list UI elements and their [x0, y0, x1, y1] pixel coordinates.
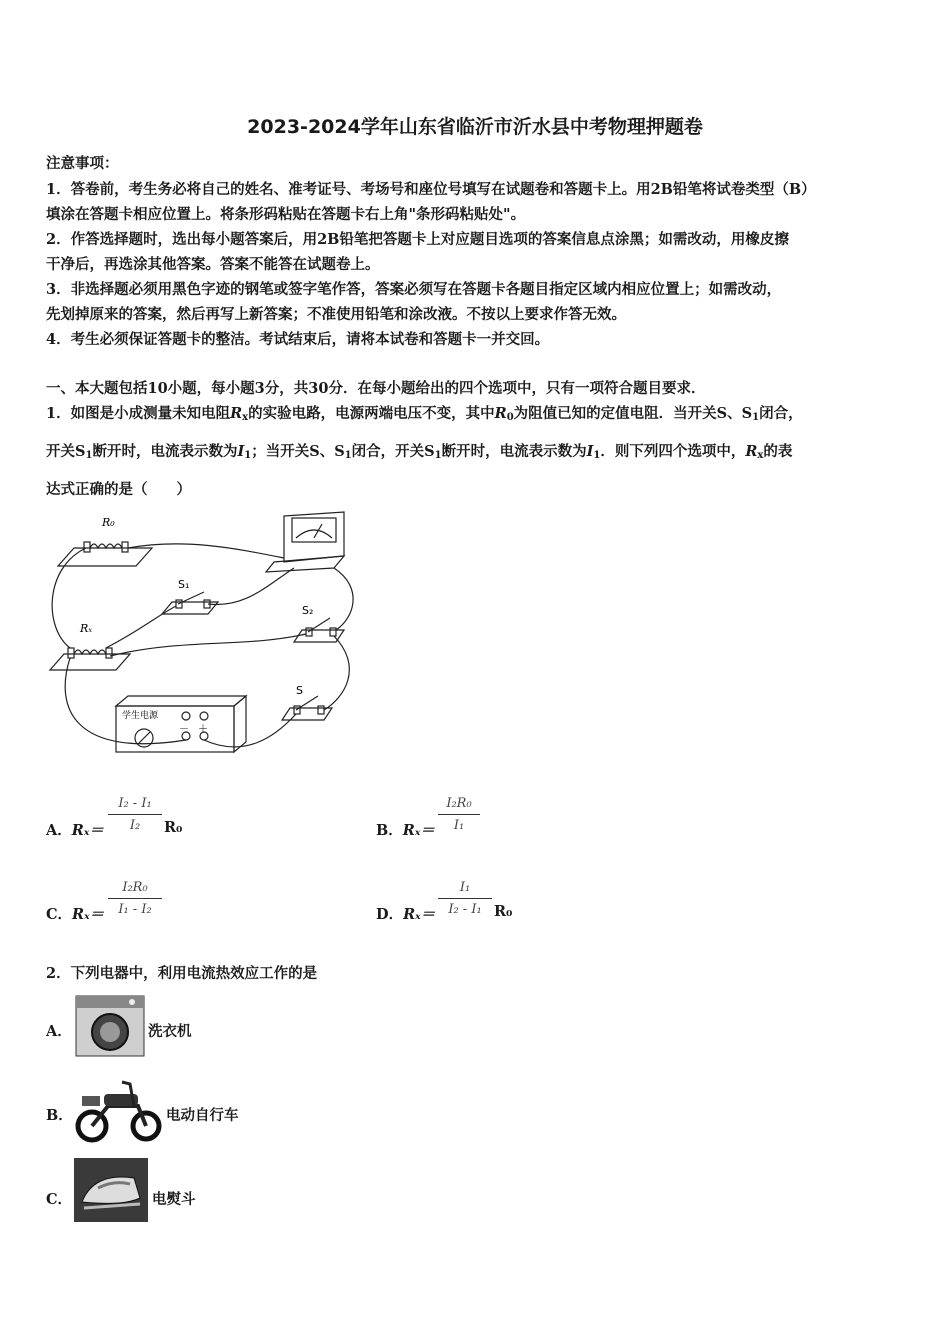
q2-stem: 2．下列电器中，利用电流热效应工作的是	[46, 965, 318, 982]
notice-line: 1．答卷前，考生务必将自己的姓名、准考证号、考场号和座位号填写在试题卷和答题卡上。用2B铅笔将试卷类型（B）	[46, 181, 816, 198]
s1-label: S₁	[178, 578, 190, 591]
s2-label: S₂	[302, 604, 314, 617]
rx-board	[50, 654, 130, 670]
r0-label: R₀	[102, 516, 115, 529]
q1-option-c-fraction: I₂R₀ I₁ - I₂	[108, 880, 162, 917]
q1-option-a-tail: R₀	[164, 819, 183, 836]
power-supply-label: 学生电源	[122, 711, 159, 721]
minus-terminal-label: －	[179, 724, 189, 735]
s-label: S	[296, 684, 303, 697]
q1-option-c[interactable]: C．Rₓ＝	[46, 906, 105, 923]
q1-option-d-fraction: I₁ I₂ - I₁	[438, 880, 492, 917]
q2-option-c-text: 电熨斗	[152, 1191, 196, 1208]
q2-option-a-text: 洗衣机	[148, 1023, 192, 1040]
notice-line: 2．作答选择题时，选出每小题答案后，用2B铅笔把答题卡上对应题目选项的答案信息点涂黑；如需改动，用橡皮擦	[46, 231, 789, 248]
rx-label: Rₓ	[80, 622, 93, 635]
electric-bicycle-image	[74, 1076, 164, 1144]
notice-line: 填涂在答题卡相应位置上。将条形码粘贴在答题卡右上角"条形码粘贴处"。	[46, 206, 526, 223]
notice-line: 4．考生必须保证答题卡的整洁。考试结束后，请将本试卷和答题卡一并交回。	[46, 331, 550, 348]
q1-option-a[interactable]: A．Rₓ＝	[46, 822, 104, 839]
q1-option-b[interactable]: B．Rₓ＝	[376, 822, 435, 839]
notice-line: 3．非选择题必须用黑色字迹的钢笔或签字笔作答，答案必须写在答题卡各题目指定区域内相应位置上；如需改动，	[46, 281, 782, 298]
plus-terminal-label: ＋	[198, 724, 208, 735]
washing-machine-image	[74, 994, 146, 1058]
q1-option-b-fraction: I₂R₀ I₁	[438, 796, 480, 833]
notice-line: 干净后，再选涂其他答案。答案不能答在试题卷上。	[46, 256, 380, 273]
section-heading: 一、本大题包括10小题，每小题3分，共30分．在每小题给出的四个选项中，只有一项符合题目要求．	[46, 380, 706, 397]
q2-option-a[interactable]: A．	[46, 1023, 72, 1040]
q2-option-c[interactable]: C．	[46, 1191, 73, 1208]
q1-option-d-tail: R₀	[494, 903, 513, 920]
electric-iron-image	[74, 1158, 148, 1222]
circuit-diagram	[44, 508, 364, 770]
q1-stem-line1: 1．如图是小成测量未知电阻$R_x$的实验电路，电源两端电压不变，其中$R_0$为阻值已知的定值电阻．当开关S、$S_1$闭合，	[46, 405, 803, 423]
q1-stem-line2: 开关$S_1$断开时，电流表示数为$I_1$；当开关S、$S_1$闭合，开关$S_1$断开时，电流表示数为$I_1$．则下列四个选项中，$R_x$的表	[46, 443, 793, 461]
q2-option-b[interactable]: B．	[46, 1107, 73, 1124]
notice-heading: 注意事项：	[46, 155, 119, 172]
q1-stem-line3: 达式正确的是（ ）	[46, 481, 191, 498]
notice-line: 先划掉原来的答案，然后再写上新答案；不准使用铅笔和涂改液。不按以上要求作答无效。	[46, 306, 626, 323]
page-title: 2023-2024学年山东省临沂市沂水县中考物理押题卷	[247, 116, 703, 138]
q1-option-a-fraction: I₂ - I₁ I₂	[108, 796, 162, 833]
q2-option-b-text: 电动自行车	[166, 1107, 239, 1124]
q1-option-d[interactable]: D．Rₓ＝	[376, 906, 436, 923]
